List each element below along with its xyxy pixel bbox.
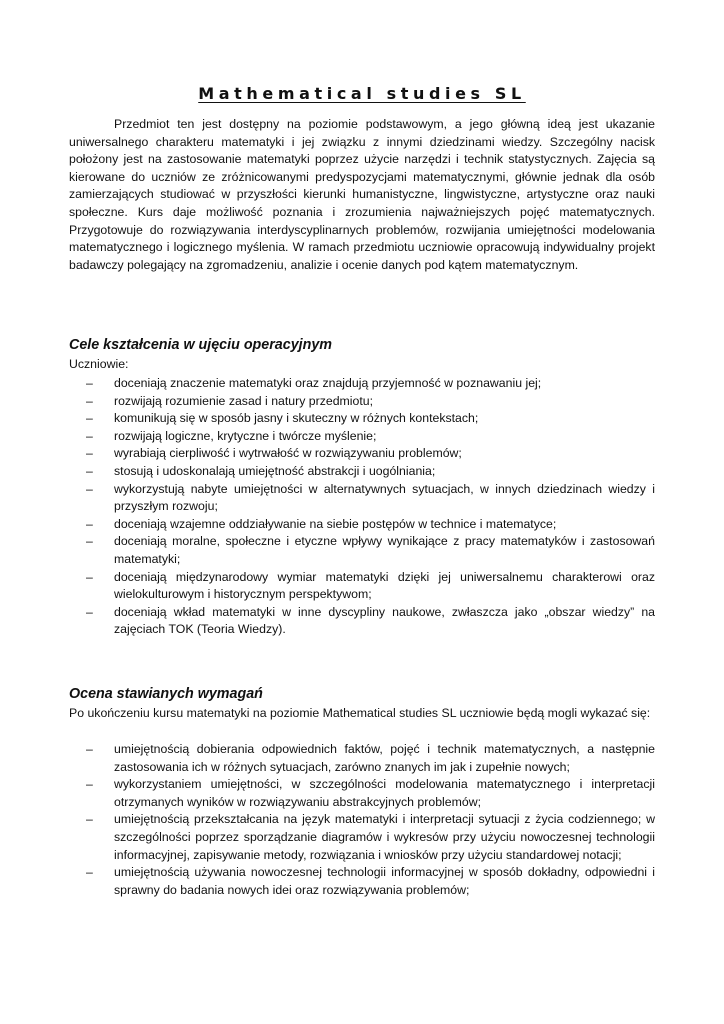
goals-list	[69, 375, 655, 639]
list-item	[69, 811, 655, 864]
list-item-text: doceniają znaczenie matematyki oraz znajdują przyjemność w poznawaniu jej;	[114, 376, 542, 390]
list-item	[69, 445, 655, 463]
list-item	[69, 741, 655, 776]
dash-bullet: –	[86, 463, 93, 478]
dash-bullet: –	[86, 393, 93, 408]
list-item-text: umiejętnością przekształcania na język matematyki i interpretacji sytuacji z życia codziennego; w szczególności poprzez sporządzanie diagramów i wykresów przy użyciu nowoczesnej technologii informacyjnej, zapisywanie metody, rozwiązania i wniosków przy użyciu standardowej notacji;	[114, 812, 655, 862]
list-item	[69, 533, 655, 568]
dash-bullet: –	[86, 428, 93, 443]
dash-bullet: –	[86, 516, 93, 531]
list-item	[69, 463, 655, 481]
list-item-text: rozwijają rozumienie zasad i natury przedmiotu;	[114, 393, 374, 408]
list-item-text: doceniają wzajemne oddziaływanie na siebie postępów w technice i matematyce;	[114, 516, 557, 531]
dash-bullet: –	[86, 446, 93, 461]
list-item-text: stosują i udoskonalają umiejętność abstrakcji i uogólniania;	[114, 463, 436, 478]
section-lead-goals: Uczniowie:	[69, 357, 129, 371]
list-item	[69, 410, 655, 428]
list-item	[69, 864, 655, 899]
dash-bullet: –	[86, 376, 93, 390]
assessment-list	[69, 741, 655, 899]
dash-bullet: –	[86, 865, 93, 880]
dash-bullet: –	[86, 604, 93, 619]
list-item-text: umiejętnością używania nowoczesnej technologii informacyjnej w sposób dokładny, odpowiedni i sprawny do badania nowych idei oraz rozwiązywania problemów;	[114, 865, 655, 897]
list-item-text: komunikują się w sposób jasny i skuteczny w różnych kontekstach;	[114, 411, 479, 426]
list-item	[69, 776, 655, 811]
list-item	[69, 569, 655, 604]
dash-bullet: –	[86, 812, 93, 827]
list-item-text: rozwijają logiczne, krytyczne i twórcze myślenie;	[114, 428, 377, 443]
list-item	[69, 428, 655, 446]
dash-bullet: –	[86, 481, 93, 496]
dash-bullet: –	[86, 411, 93, 426]
list-item-text: doceniają międzynarodowy wymiar matematyki dzięki jej uniwersalnemu charakterowi oraz wielokulturowym i historycznym perspektywom;	[114, 569, 655, 602]
list-item	[69, 604, 655, 639]
dash-bullet: –	[86, 534, 93, 549]
list-item-text: wyrabiają cierpliwość i wytrwałość w rozwiązywaniu problemów;	[114, 446, 462, 461]
section-heading-goals: Cele kształcenia w ujęciu operacyjnym	[69, 337, 333, 353]
dash-bullet: –	[86, 777, 93, 792]
page-title: Mathematical studies SL	[198, 83, 526, 103]
list-item-text: umiejętnością dobierania odpowiednich faktów, pojęć i technik matematycznych, a następnie zastosowania ich w różnych sytuacjach, zarówno znanych im jak i zupełnie nowych;	[114, 742, 655, 774]
dash-bullet: –	[86, 742, 93, 756]
dash-bullet: –	[86, 569, 93, 584]
list-item-text: doceniają moralne, społeczne i etyczne wpływy wynikające z pracy matematyków i zastosowań matematyki;	[114, 534, 655, 566]
intro-paragraph: Przedmiot ten jest dostępny na poziomie podstawowym, a jego główną ideą jest ukazanie uniwersalnego charakteru matematyki i jej związku z innymi dziedzinami wiedzy. Szczególny nacisk położony jest na zastosowanie matematyki poprzez użycie narzędzi i technik statystycznych. Zajęcia są kierowane do uczniów ze zróżnicowanymi predyspozycjami matematycznymi, głównie jednak dla osób zamierzających studiować w przyszłości kierunki humanistyczne, lingwistyczne, artystyczne oraz nauki społeczne. Kurs daje możliwość poznania i zrozumienia najważniejszych pojęć matematycznych. Przygotowuje do rozwiązywania interdyscyplinarnych problemów, rozwijania umiejętności modelowania matematycznego i logicznego myślenia. W ramach przedmiotu uczniowie opracowują indywidualny projekt badawczy polegający na zgromadzeniu, analizie i ocenie danych pod kątem matematycznym.	[69, 117, 655, 272]
section-heading-assessment: Ocena stawianych wymagań	[69, 686, 263, 702]
list-item	[69, 481, 655, 516]
list-item-text: wykorzystują nabyte umiejętności w alternatywnych sytuacjach, w innych dziedzinach wiedzy i przyszłym rozwoju;	[114, 481, 655, 514]
list-item	[69, 393, 655, 411]
section-lead-assessment: Po ukończeniu kursu matematyki na poziomie Mathematical studies SL uczniowie będą mogli wykazać się:	[69, 706, 651, 720]
list-item-text: doceniają wkład matematyki w inne dyscypliny naukowe, zwłaszcza jako „obszar wiedzy” na zajęciach TOK (Teoria Wiedzy).	[114, 604, 655, 637]
list-item	[69, 516, 655, 534]
list-item-text: wykorzystaniem umiejętności, w szczególności modelowania matematycznego i interpretacji otrzymanych wyników w rozwiązywaniu abstrakcyjnych problemów;	[114, 777, 655, 809]
list-item	[69, 375, 655, 393]
